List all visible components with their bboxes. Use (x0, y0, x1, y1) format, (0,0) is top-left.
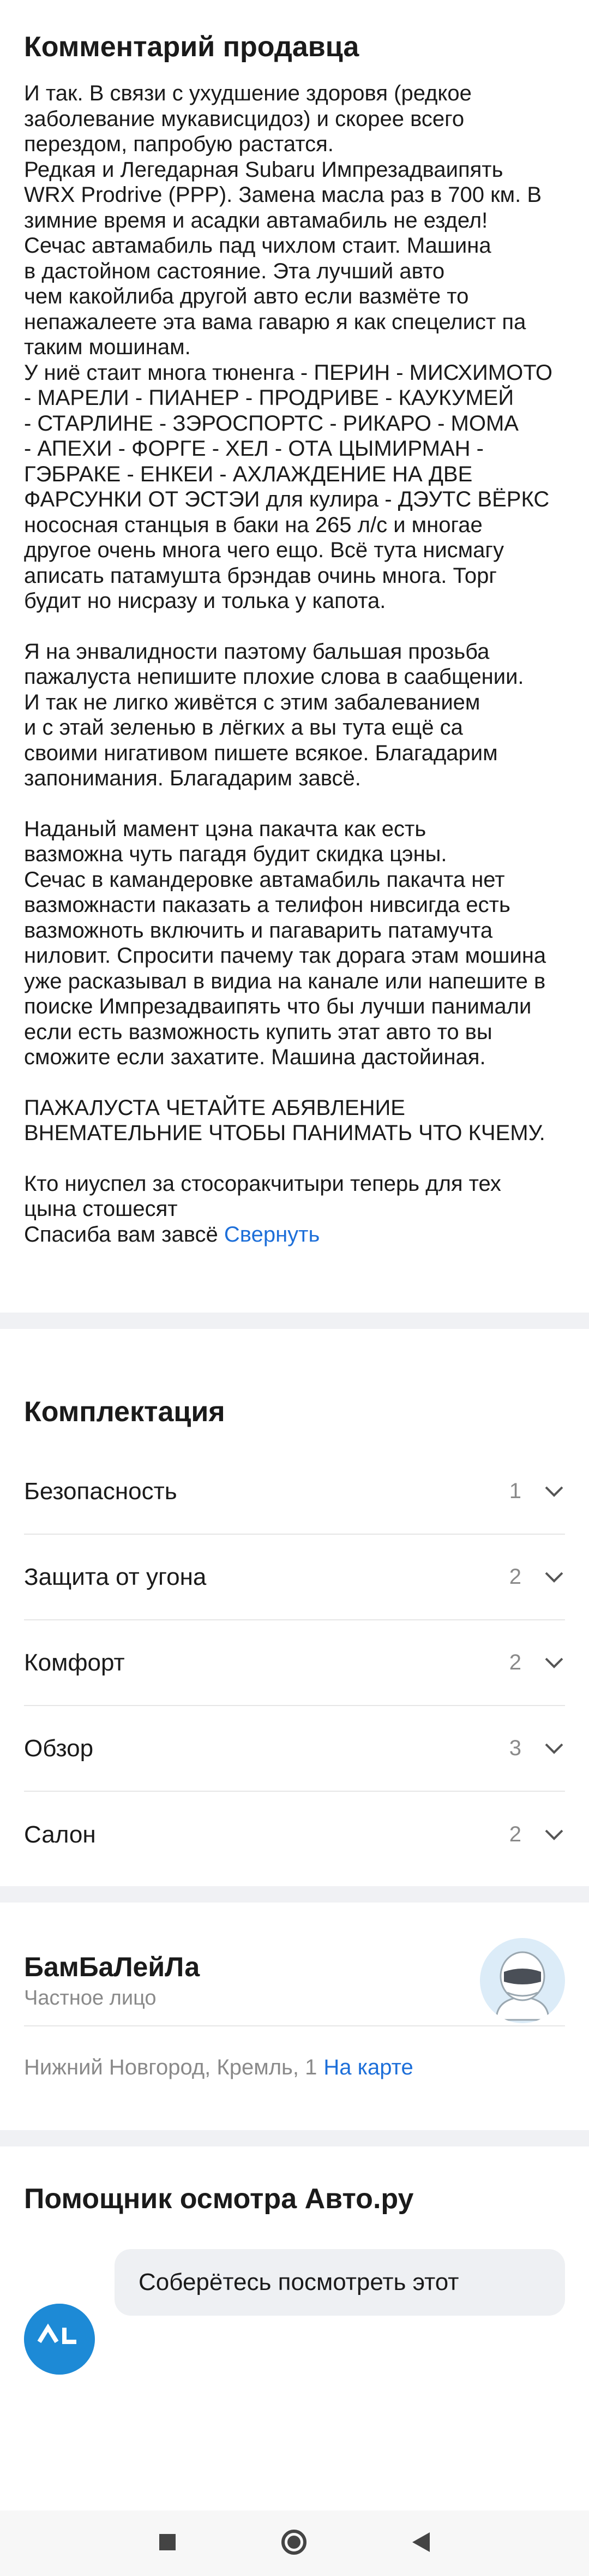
comment-title: Комментарий продавца (24, 31, 359, 63)
seller-card (0, 1903, 589, 2130)
comment-line: ПАЖАЛУСТА ЧЕТАЙТЕ АБЯВЛЕНИЕ (24, 1095, 405, 1120)
seller-location: Нижний Новгород, Кремль, 1 (24, 2055, 317, 2079)
comment-line: поиске Импрезадваипять что бы лучши панимали (24, 994, 532, 1018)
triangle-back-icon[interactable] (411, 2531, 431, 2556)
comment-line: У ниё стаит многа тюненга - ПЕРИН - МИСХИМОТО (24, 360, 552, 385)
comment-line: И так. В связи с ухудшение здоровя (редкое (24, 81, 472, 105)
seller-info (24, 1951, 200, 2010)
assistant-message-row (24, 2249, 565, 2375)
map-link[interactable]: На карте (323, 2055, 413, 2079)
comment-line: и с этай зеленью в лёгких а вы тута ещё са (24, 715, 463, 740)
comment-line: зимние время и асадки автамабиль не ездел! (24, 208, 488, 232)
equipment-item-label: Безопасность (24, 1477, 177, 1505)
comment-last-line (24, 1222, 565, 1248)
comment-line: уже расказывал в видиа на канале или напешите в (24, 969, 546, 993)
comment-line: нососная станцыя в баки на 265 л/с и многае (24, 512, 483, 537)
system-navigation-bar (0, 2511, 589, 2576)
equipment-item-anti-theft[interactable] (24, 1535, 565, 1620)
comment-line: Я на энвалидности паэтому бальшая прозьба (24, 639, 490, 664)
avatar[interactable] (480, 1938, 565, 2023)
comment-line: ниловит. Спросити пачему так дорага этам мошина (24, 944, 546, 968)
equipment-item-label: Комфорт (24, 1649, 125, 1676)
equipment-item-interior[interactable] (24, 1792, 565, 1877)
circle-home-icon[interactable] (280, 2529, 308, 2559)
chevron-down-icon[interactable] (543, 1824, 565, 1846)
comment-text (24, 81, 565, 1247)
comment-paragraph-5 (24, 1171, 565, 1248)
comment-line: Редкая и Легедарная Subaru Импрезадваипять (24, 157, 503, 182)
comment-line: своими нигативом пишете всякое. Благадарим (24, 741, 498, 765)
seller-name[interactable]: БамБаЛейЛа (24, 1952, 200, 1982)
comment-line: ВНЕМАТЕЛЬНИЕ ЧТОБЫ ПАНИМАТЬ ЧТО КЧЕМУ. (24, 1121, 545, 1145)
equipment-item-label: Защита от угона (24, 1563, 207, 1590)
comment-line: - МАРЕЛИ - ПИАНЕР - ПРОДРИВЕ - КАУКУМЕЙ (24, 386, 514, 410)
equipment-item-visibility[interactable] (24, 1706, 565, 1792)
comment-line: И так не лигко живётся с этим забалеванием (24, 690, 480, 714)
chevron-down-icon[interactable] (543, 1481, 565, 1502)
comment-line: чем какойлиба другой авто если вазмёте то (24, 284, 469, 308)
comment-line: если есть вазможность купить этат авто то вы (24, 1019, 492, 1044)
comment-line: таким мошинам. (24, 335, 191, 359)
section-divider (0, 1886, 589, 1903)
comment-line: цына стошесят (24, 1197, 178, 1221)
comment-line: Сечас автамабиль пад чихлом стаит. Машина (24, 234, 491, 258)
comment-line: в дастойном састояние. Эта лучший авто (24, 259, 445, 283)
equipment-item-count: 1 (509, 1479, 521, 1503)
comment-paragraph-1 (24, 81, 565, 614)
section-divider (0, 2130, 589, 2146)
comment-line: вазможна чуть пагадя будит скидка цэны. (24, 842, 447, 866)
comment-line: Наданый мамент цэна пакачта как есть (24, 816, 426, 841)
comment-line: вазможнасти паказать а телифон нивсигда есть (24, 893, 510, 917)
comment-line: другое очень многа чего ещо. Всё тута нисмагу (24, 538, 504, 562)
seller-header (24, 1935, 565, 2026)
comment-line: Сечас в камандеровке автамабиль пакачта нет (24, 867, 505, 892)
equipment-item-safety[interactable] (24, 1449, 565, 1535)
comment-line: непажалеете эта вама гаварю я как спецелист па (24, 309, 526, 334)
chevron-down-icon[interactable] (543, 1566, 565, 1588)
assistant-title: Помощник осмотра Авто.ру (24, 2183, 414, 2215)
seller-type: Частное лицо (24, 1987, 157, 2009)
comment-line: ФАРСУНКИ ОТ ЭСТЭИ для кулира - ДЭУТС ВЁРКС (24, 487, 550, 511)
equipment-title: Комплектация (24, 1396, 225, 1428)
equipment-item-count: 3 (509, 1736, 521, 1760)
equipment-item-comfort[interactable] (24, 1620, 565, 1706)
comment-line: Кто ниуспел за стосоракчитыри теперь для тех (24, 1171, 501, 1196)
comment-line: - АПЕХИ - ФОРГЕ - ХЕЛ - ОТА ЦЫМИРМАН - (24, 437, 484, 461)
comment-line: будит но нисразу и толька у капота. (24, 589, 386, 613)
comment-line: запонимания. Благадарим завсё. (24, 766, 361, 790)
equipment-item-count: 2 (509, 1565, 521, 1589)
comment-line: сможите если захатите. Машина дастойиная. (24, 1045, 486, 1069)
comment-line: вазможноть включить и пагаварить патамучта (24, 918, 493, 943)
equipment-item-label: Обзор (24, 1734, 94, 1762)
comment-paragraph-3 (24, 816, 565, 1070)
comment-line: заболевание мукависцидоз) и скорее всего (24, 106, 465, 131)
collapse-link[interactable]: Свернуть (224, 1222, 320, 1247)
comment-paragraph-2 (24, 639, 565, 791)
comment-line: аписать патамушта брэндав очинь многа. Торг (24, 563, 497, 588)
equipment-section (0, 1329, 589, 1886)
equipment-item-label: Салон (24, 1821, 96, 1848)
comment-line: пажалуста непишите плохие слова в саабщении. (24, 665, 524, 689)
section-divider (0, 1313, 589, 1329)
comment-paragraph-4 (24, 1095, 565, 1146)
comment-line: Спасиба вам завсё (24, 1222, 218, 1247)
chevron-down-icon[interactable] (543, 1652, 565, 1674)
inspection-assistant-section (0, 2146, 589, 2357)
chevron-down-icon[interactable] (543, 1738, 565, 1760)
assistant-message-bubble[interactable]: Соберётесь посмотреть этот (115, 2249, 565, 2316)
square-recents-icon[interactable] (158, 2533, 177, 2554)
assistant-logo-icon (24, 2304, 95, 2375)
equipment-item-count: 2 (509, 1822, 521, 1846)
comment-line: WRX Prodrive (PPP). Замена масла раз в 700 км. В (24, 183, 542, 207)
comment-line: - СТАРЛИНЕ - ЗЭРОСПОРТС - РИКАРО - МОМА (24, 411, 519, 436)
comment-line: ГЭБРАКЕ - ЕНКЕИ - АХЛАЖДЕНИЕ НА ДВЕ (24, 462, 473, 486)
seller-location-row (24, 2026, 565, 2108)
equipment-item-count: 2 (509, 1650, 521, 1674)
comment-line: перездом, папробую растатся. (24, 132, 334, 156)
